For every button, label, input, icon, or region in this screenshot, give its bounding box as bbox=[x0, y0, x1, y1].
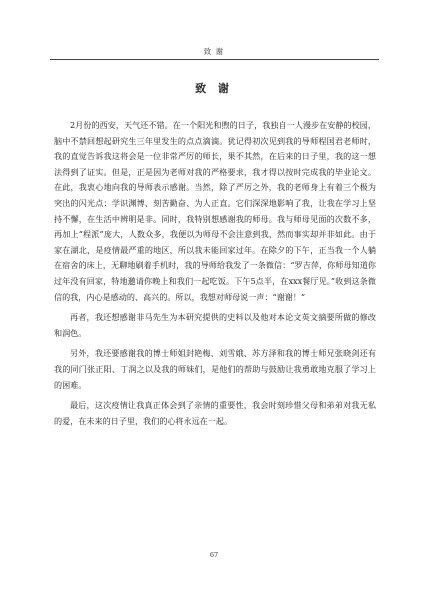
page-title: 致 谢 bbox=[195, 82, 233, 95]
paragraph-translation-thanks: 再者，我还想感谢非马先生为本研究提供的史料以及他对本论文英文摘要所做的修改和润色。 bbox=[54, 312, 376, 338]
paragraph-advisor-thanks: 2月份的西安，天气还不错。在一个阳光和煦的日子，我独自一人漫步在安静的校园，脑中不禁回想起研究生三年里发生的点点滴滴。犹记得初次见到我的导师程国君老师时，我的直觉告诉我这将会是一位非常严厉的师长，果不其然，在后来的日子里，我的这一想法得到了证实。但是，正是因为老师对我的严格要求，我才得以按时完成我的毕业论文。在此，我衷心地向我的导师表示感谢。当然，除了严厉之外，我的老师身上有着三个极为突出的闪光点：学识渊博、刻苦勤奋、为人正直。它们深深地影响了我，让我在学习上坚持不懈，在生活中辨明是非。同时，我特别想感谢我的师母。我与师母见面的次数不多，再加上“程派”庞大，人数众多，我便以为师母不会注意到我，然而事实却并非如此。由于家在湖北，是疫情最严重的地区，所以我未能回家过年。在除夕的下午，正当我一个人躺在宿舍的床上，无聊地刷着手机时，我的导师给我发了一条微信：“罗吉萍，你师母知道你过年没有回家，特地邀请你晚上和我们一起吃饭。下午5点半，在xxx餐厅见。”收到这条微信的我，内心是感动的、高兴的。所以，我想对师母说一声：“谢谢！” bbox=[54, 120, 376, 302]
acknowledgement-body bbox=[54, 118, 376, 434]
running-header: 致 谢 bbox=[203, 47, 225, 56]
page-number: 67 bbox=[209, 551, 219, 559]
paragraph-family-thanks: 最后，这次疫情让我真正体会到了亲情的重要性，我会时刻珍惜父母和弟弟对我无私的爱，在未来的日子里，我们的心将永远在一起。 bbox=[54, 400, 376, 426]
paragraph-classmates-thanks: 另外，我还要感谢我的博士师姐封艳梅、刘雪娥、苏方泽和我的博士师兄张晓剑还有我的同门张正阳、丁润之以及我的师妹们，是他们的帮助与鼓励让我勇敢地克服了学习上的困难。 bbox=[54, 348, 376, 390]
header-rule bbox=[50, 59, 379, 60]
